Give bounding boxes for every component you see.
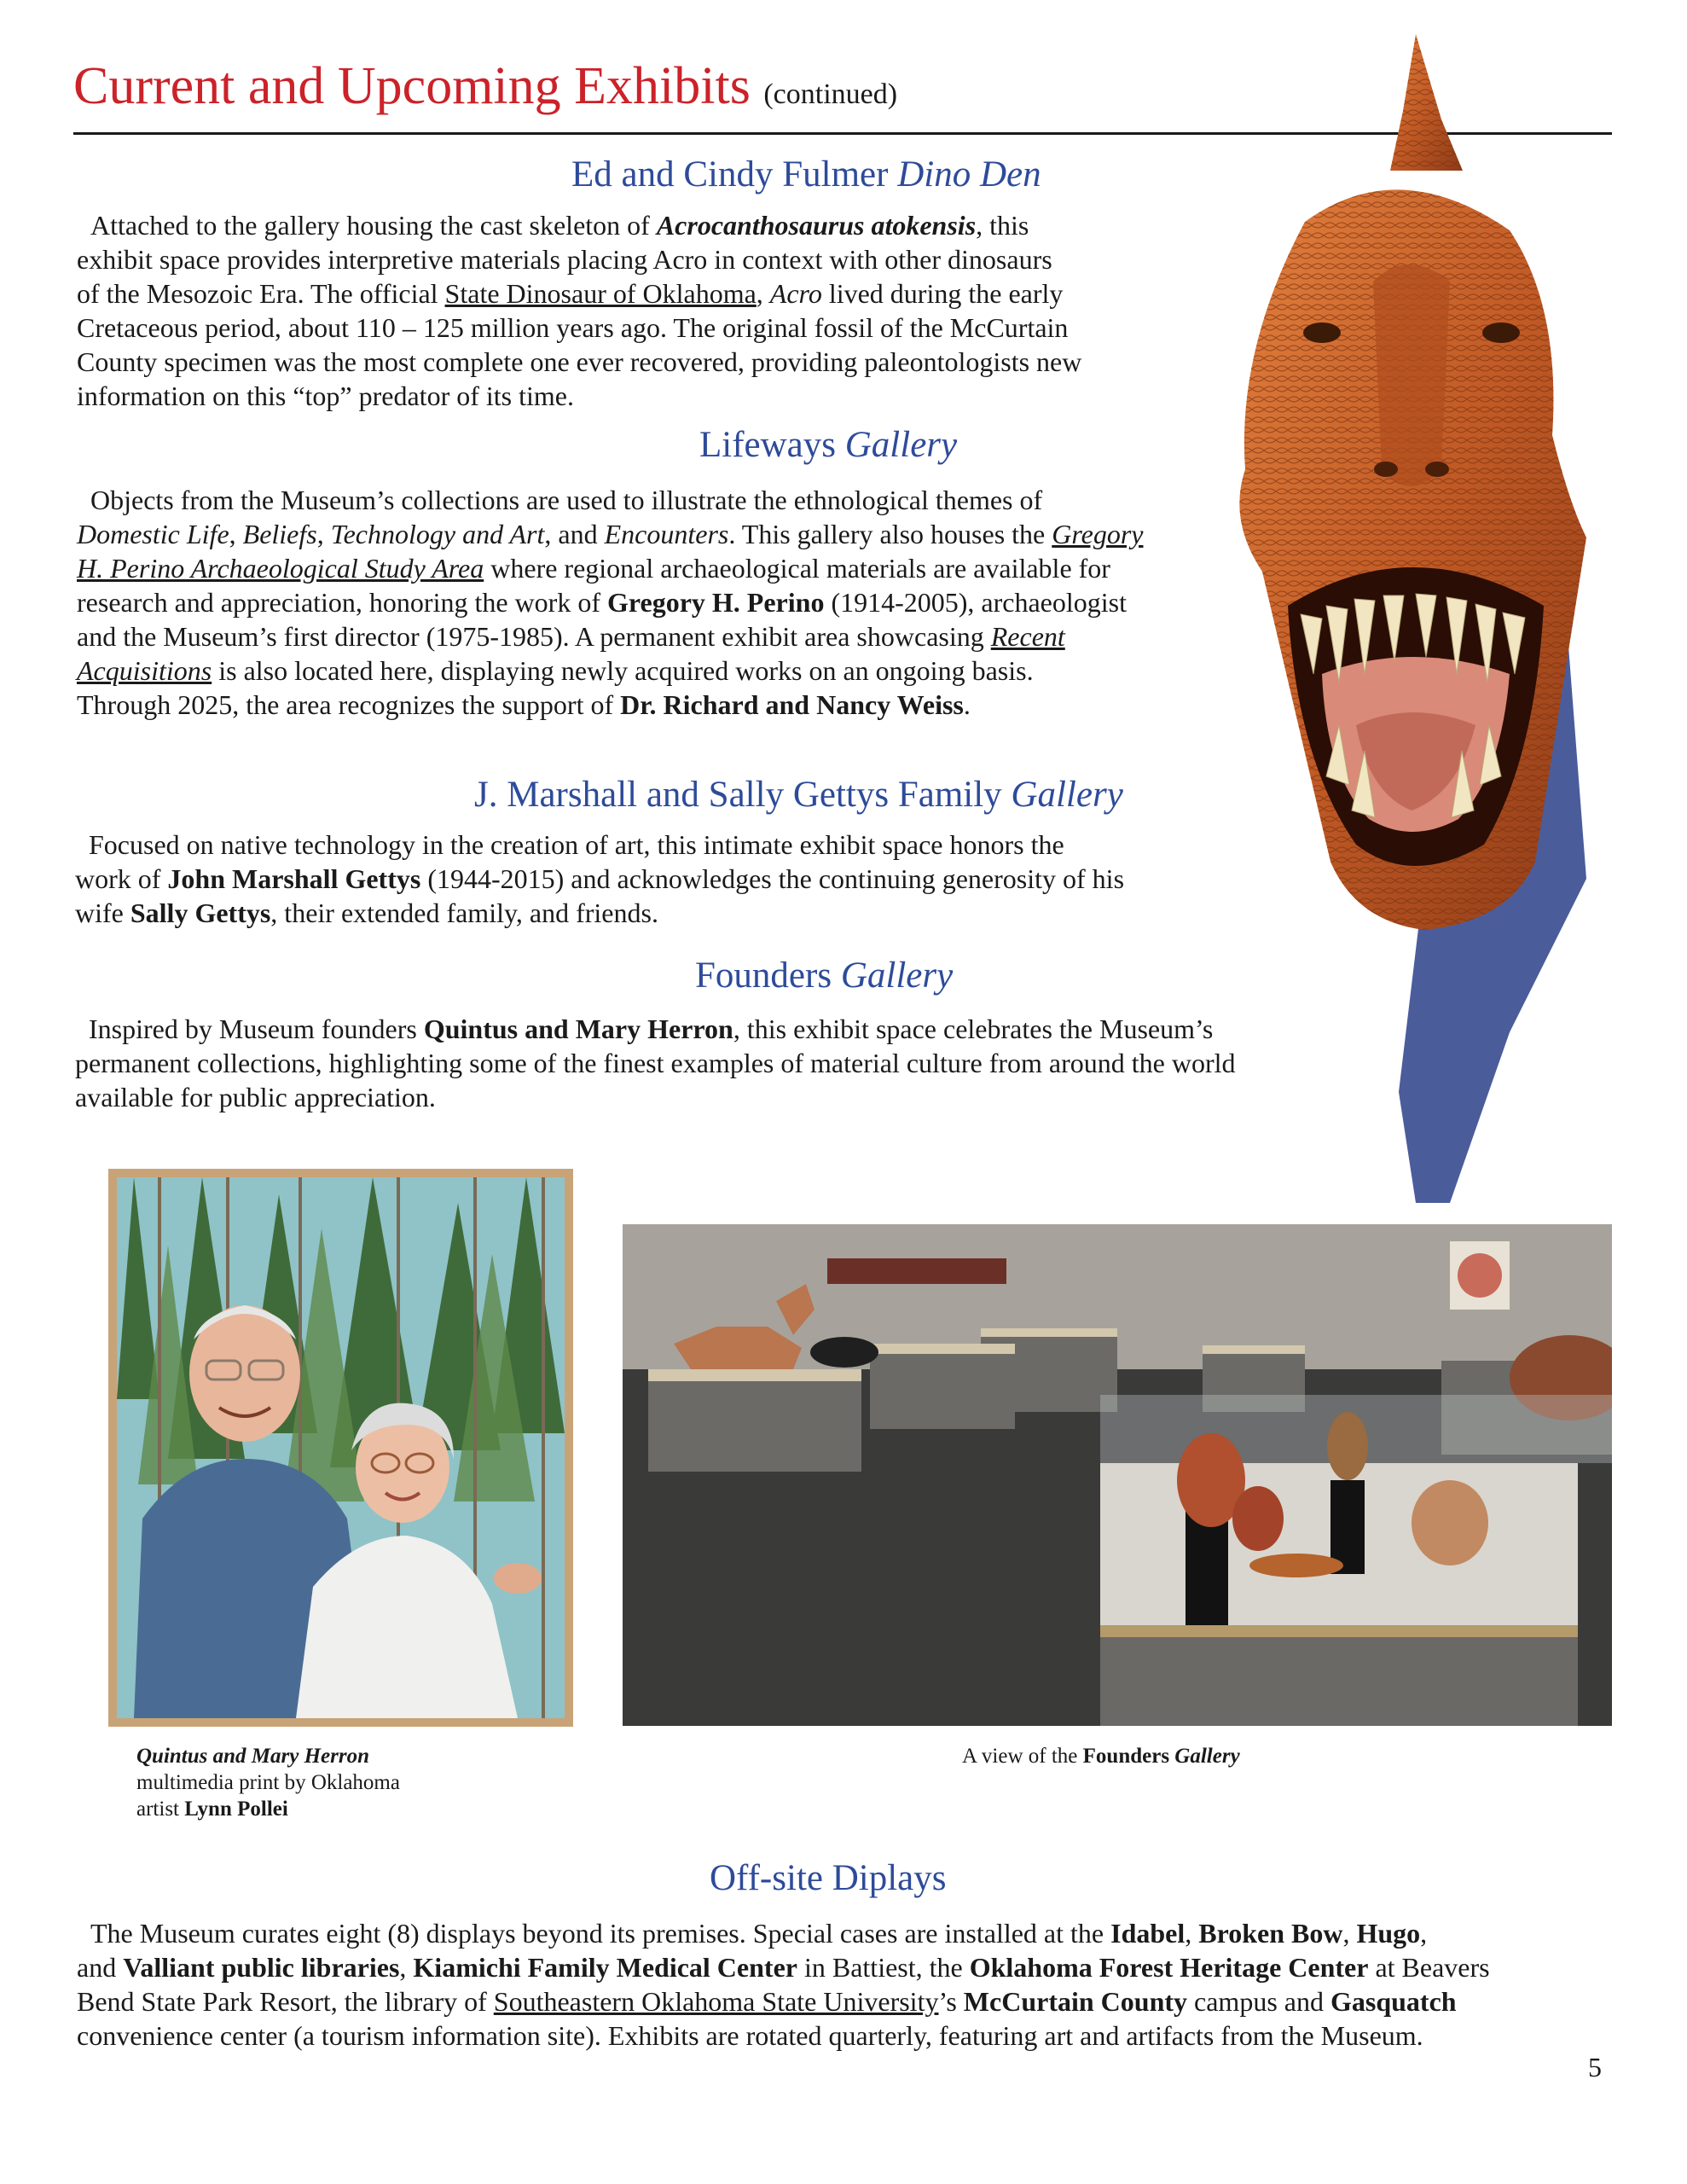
founders-paragraph	[75, 1012, 1236, 1114]
heading-emphasis: Gallery	[1011, 775, 1123, 815]
text: .	[963, 689, 971, 720]
recent-acquisitions-link[interactable]: Acquisitions	[77, 655, 212, 686]
text: Valliant public libraries	[123, 1952, 400, 1983]
text: Through 2025, the area recognizes the support of	[77, 689, 621, 720]
text: . This gallery also houses the	[728, 519, 1052, 549]
paragraph-line	[77, 653, 1143, 688]
text: lived during the early	[821, 278, 1064, 309]
text: of the Mesozoic Era. The official	[77, 278, 445, 309]
section-heading-founders	[695, 957, 953, 994]
text: Sally Gettys	[130, 897, 271, 928]
paragraph-line	[77, 1984, 1490, 2018]
page-title	[73, 57, 898, 115]
text: work of	[75, 863, 168, 894]
caption-line	[136, 1796, 400, 1822]
text: Gregory H. Perino	[606, 587, 825, 618]
heading-text: J. Marshall and Sally Gettys Family	[474, 775, 1002, 815]
gallery-caption	[962, 1743, 1240, 1769]
heading-emphasis: Gallery	[844, 425, 958, 465]
gallery-scene	[623, 1224, 1612, 1726]
text: Gasquatch	[1330, 1986, 1457, 2017]
caption-line: multimedia print by Oklahoma	[136, 1771, 400, 1794]
paragraph-line	[77, 208, 1081, 242]
paragraph-line	[75, 862, 1124, 896]
paragraph-line	[77, 619, 1143, 653]
text: Attached to the gallery housing the cast skeleton of	[90, 210, 657, 241]
text: A view of the	[962, 1745, 1083, 1768]
section-heading-dino-den	[571, 156, 1041, 193]
text: Focused on native technology in the creation of art, this intimate exhibit space honors the	[89, 829, 1064, 860]
founders-gallery-photo	[623, 1224, 1612, 1726]
text: Hugo	[1356, 1918, 1421, 1949]
portrait-caption	[136, 1743, 400, 1822]
text: Beliefs	[242, 519, 317, 549]
text: ,	[756, 278, 770, 309]
text: , this exhibit space celebrates the Museum’s	[733, 1014, 1214, 1044]
text: ,	[229, 519, 243, 549]
text: Objects from the Museum’s collections are used to illustrate the ethnological themes of	[90, 485, 1043, 515]
paragraph-line	[75, 896, 1124, 930]
text: research and appreciation, honoring the work of	[77, 587, 607, 618]
text: Encounters	[604, 519, 729, 549]
text: and the Museum’s first director (1975-1985). A permanent exhibit area showcasing	[77, 621, 991, 652]
section-heading-gettys	[474, 776, 1123, 813]
text: Inspired by Museum founders	[89, 1014, 424, 1044]
text: Gallery	[1174, 1745, 1240, 1768]
portrait-painting	[117, 1177, 565, 1718]
page-title-suffix: (continued)	[763, 78, 898, 110]
paragraph-line	[75, 1012, 1236, 1046]
text: Dr. Richard and Nancy Weiss	[620, 689, 964, 720]
study-area-link[interactable]: H. Perino Archaeological Study Area	[77, 553, 484, 584]
paragraph-line	[77, 585, 1143, 619]
text: at Beavers	[1368, 1952, 1490, 1983]
paragraph-line	[77, 551, 1143, 585]
paragraph-line	[77, 688, 1143, 722]
text: campus and	[1187, 1986, 1330, 2017]
text: (1944-2015) and acknowledges the continuing generosity of his	[420, 863, 1125, 894]
page-number: 5	[1588, 2052, 1602, 2082]
species-name: Acrocanthosaurus atokensis	[656, 210, 977, 241]
university-link[interactable]: Southeastern Oklahoma State University	[493, 1986, 939, 2017]
paragraph-line: Cretaceous period, about 110 – 125 million years ago. The original fossil of the McCurtain	[77, 312, 1069, 343]
text: ,	[399, 1952, 414, 1983]
heading-emphasis: Dino Den	[897, 154, 1041, 195]
paragraph-line: convenience center (a tourism information site). Exhibits are rotated quarterly, featuring art and artifacts from the Museum.	[77, 2020, 1423, 2051]
page-title-text: Current and Upcoming Exhibits	[73, 57, 751, 115]
paragraph-line	[77, 483, 1143, 517]
text: ,	[1420, 1918, 1428, 1949]
herron-portrait-image	[108, 1169, 573, 1727]
text: Technology and Art	[330, 519, 545, 549]
artist-name: Lynn Pollei	[184, 1798, 288, 1821]
text: in Battiest, the	[797, 1952, 970, 1983]
section-heading-lifeways	[699, 427, 957, 463]
paragraph-line	[77, 1950, 1490, 1984]
text: and	[77, 1952, 124, 1983]
state-dinosaur-link[interactable]: State Dinosaur of Oklahoma	[444, 278, 757, 309]
dino-den-paragraph	[77, 208, 1081, 413]
section-heading-offsite	[710, 1860, 946, 1896]
offsite-paragraph	[77, 1916, 1490, 2053]
heading-text: Off-site Diplays	[710, 1858, 947, 1898]
text: (1914-2005), archaeologist	[824, 587, 1127, 618]
text: ,	[1185, 1918, 1199, 1949]
paragraph-line	[75, 828, 1124, 862]
text: Founders	[1082, 1745, 1170, 1768]
heading-emphasis: Gallery	[840, 956, 954, 996]
text: ,	[316, 519, 331, 549]
lifeways-paragraph	[77, 483, 1143, 722]
text: ,	[1342, 1918, 1357, 1949]
paragraph-line	[77, 517, 1143, 551]
heading-text: Lifeways	[699, 425, 836, 465]
text: Broken Bow	[1198, 1918, 1343, 1949]
text: Kiamichi Family Medical Center	[413, 1952, 797, 1983]
heading-text: Founders	[695, 956, 832, 996]
paragraph-line	[77, 276, 1081, 311]
text: , this	[976, 210, 1029, 241]
text: is also located here, displaying newly acquired works on an ongoing basis.	[212, 655, 1034, 686]
dinosaur-head-image	[1228, 26, 1586, 1220]
text: Bend State Park Resort, the library of	[77, 1986, 494, 2017]
text: Idabel	[1110, 1918, 1186, 1949]
text: Oklahoma Forest Heritage Center	[969, 1952, 1369, 1983]
text: wife	[75, 897, 130, 928]
text: The Museum curates eight (8) displays beyond its premises. Special cases are installed at the	[90, 1918, 1111, 1949]
text: , and	[544, 519, 605, 549]
paragraph-line: exhibit space provides interpretive materials placing Acro in context with other dinosaurs	[77, 244, 1052, 275]
paragraph-line	[77, 1916, 1490, 1950]
heading-text: Ed and Cindy Fulmer	[571, 154, 889, 195]
caption-title-text: Quintus and Mary Herron	[136, 1745, 369, 1768]
text: Domestic Life	[77, 519, 229, 549]
study-area-link[interactable]: Gregory	[1052, 519, 1144, 549]
caption-title	[136, 1743, 400, 1769]
recent-acquisitions-link[interactable]: Recent	[990, 621, 1065, 652]
text: ’s	[938, 1986, 964, 2017]
gettys-paragraph	[75, 828, 1124, 930]
text: artist	[136, 1798, 185, 1821]
text: McCurtain County	[963, 1986, 1188, 2017]
paragraph-line: available for public appreciation.	[75, 1082, 436, 1112]
paragraph-line: permanent collections, highlighting some of the finest examples of material culture from around the world	[75, 1048, 1236, 1078]
paragraph-line: information on this “top” predator of its time.	[77, 380, 574, 411]
paragraph-line: County specimen was the most complete one ever recovered, providing paleontologists new	[77, 346, 1082, 377]
text: Acro	[769, 278, 822, 309]
text: Quintus and Mary Herron	[423, 1014, 733, 1044]
text: where regional archaeological materials are available for	[484, 553, 1110, 584]
text: John Marshall Gettys	[167, 863, 421, 894]
text: , their extended family, and friends.	[270, 897, 658, 928]
